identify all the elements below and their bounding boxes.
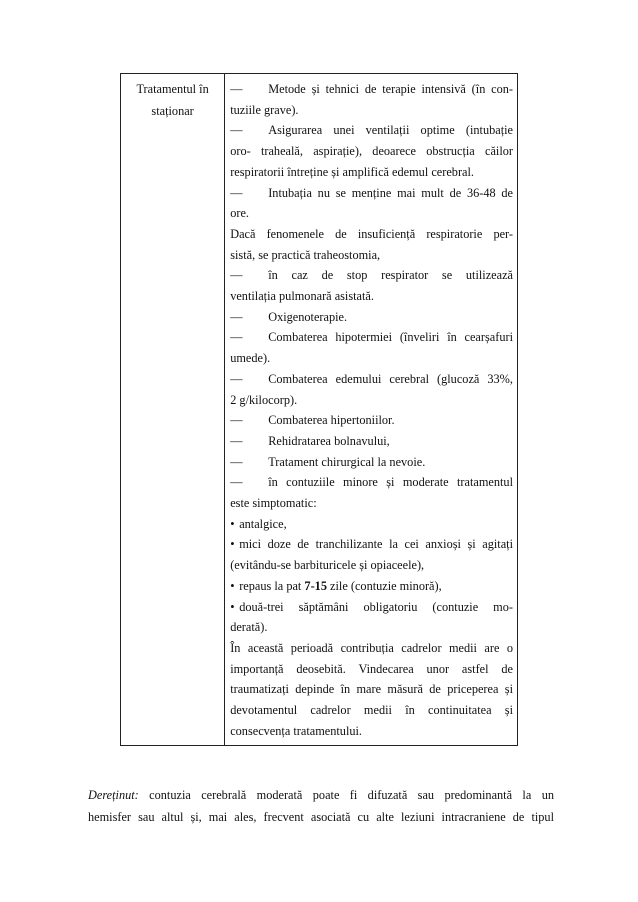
line-text: 2 g/kilocorp). (230, 392, 298, 407)
dash-marker: — (230, 309, 243, 324)
line-text: Metode și tehnici de terapie intensivă (în con- (268, 82, 513, 96)
dash-marker: — (230, 413, 243, 428)
text-line (230, 534, 513, 555)
dash-marker: — (230, 433, 243, 448)
footer-label: Dereținut: (88, 788, 139, 802)
text-line (230, 162, 513, 183)
line-text: importanță deosebită. Vindecarea unor astfel de (230, 661, 513, 676)
line-text: derată). (230, 620, 268, 635)
text-line (230, 617, 513, 638)
text-line (230, 493, 513, 514)
text-line (230, 245, 513, 266)
line-text: oro- traheală, aspirație), deoarece obstrucția căilor (230, 144, 513, 159)
text-line (230, 390, 513, 411)
dash-marker: — (230, 371, 243, 386)
line-text: este simptomatic: (230, 496, 317, 511)
text-line (230, 638, 513, 659)
dash-marker: — (230, 475, 243, 490)
line-text: consecvența tratamentului. (230, 723, 362, 738)
line-text: În această perioadă contribuția cadrelor medii are o (230, 640, 513, 655)
text-line (230, 183, 513, 204)
text-line (230, 721, 513, 742)
text-line (230, 265, 513, 286)
text-line (230, 100, 513, 121)
line-text: tuziile grave). (230, 102, 299, 117)
text-line (230, 224, 513, 245)
text-line (230, 79, 513, 100)
line-text: Intubația nu se menține mai mult de 36-48 de (268, 185, 513, 200)
text-line (230, 431, 513, 452)
text-line (230, 472, 513, 493)
text-line (230, 307, 513, 328)
line-text: respiratorii întreține și amplifică edemul cerebral. (230, 164, 474, 179)
text-line (230, 327, 513, 348)
line-text: sistă, se practică traheostomia, (230, 247, 381, 262)
text-line (230, 286, 513, 307)
line-text: Tratament chirurgical la nevoie. (268, 454, 426, 469)
text-line (230, 576, 513, 597)
line-text: traumatizați depinde în mare măsură de priceperea și (230, 682, 513, 697)
heading-line: Tratamentul în (136, 82, 209, 96)
footer-line: hemisfer sau altul și, mai ales, frecvent asociată cu alte leziuni intracraniene de tipul (88, 810, 554, 824)
text-line (230, 555, 513, 576)
text-line (230, 369, 513, 390)
text-line (230, 514, 513, 535)
dash-marker: — (230, 330, 243, 345)
line-text: umede). (230, 351, 271, 366)
dash-marker: — (230, 454, 243, 469)
bold-value: 7-15 (304, 578, 327, 593)
table-row (121, 74, 518, 746)
line-text: Combaterea hipertoniilor. (268, 413, 395, 428)
footer-line (88, 784, 554, 806)
line-text: Combaterea hipotermiei (înveliri în cearșafuri (268, 330, 513, 345)
line-text: zile (contuzie minoră), (326, 578, 442, 593)
bullet-marker: • (230, 516, 235, 531)
line-text: (evitându-se barbituricele și opiaceele), (230, 558, 425, 573)
text-line (230, 452, 513, 473)
table-left-cell (121, 74, 225, 746)
text-line (230, 203, 513, 224)
bullet-marker: • (230, 599, 235, 614)
line-text: repaus la pat (239, 578, 305, 593)
line-text: în caz de stop respirator se utilizează (268, 268, 513, 283)
dash-marker: — (230, 123, 243, 138)
line-text: ventilația pulmonară asistată. (230, 289, 374, 304)
line-text: Asigurarea unei ventilații optime (intubație (268, 123, 513, 138)
heading-line: staționar (151, 104, 194, 118)
text-line (230, 659, 513, 680)
dash-marker: — (230, 268, 243, 283)
dash-marker: — (230, 82, 243, 96)
text-line (230, 700, 513, 721)
line-text: în contuziile minore și moderate tratamentul (268, 475, 513, 490)
section-heading (121, 74, 224, 122)
line-text: mici doze de tranchilizante la cei anxioși și agitați (239, 537, 513, 552)
bullet-marker: • (230, 537, 235, 552)
text-line (230, 679, 513, 700)
line-text: devotamentul cadrelor medii în continuitatea și (230, 703, 513, 718)
bullet-marker: • (230, 578, 235, 593)
table-right-cell (225, 74, 518, 746)
line-text: Oxigenoterapie. (268, 309, 348, 324)
text-line (230, 348, 513, 369)
line-text: Combaterea edemului cerebral (glucoză 33%, (268, 371, 513, 386)
text-line (230, 410, 513, 431)
line-text: două-trei săptămâni obligatoriu (contuzie mo- (239, 599, 513, 614)
line-text: ore. (230, 206, 249, 221)
footer-text: contuzia cerebrală moderată poate fi difuzată sau predominantă la un (149, 788, 554, 802)
line-text: Dacă fenomenele de insuficiență respiratorie per- (230, 226, 513, 241)
dash-marker: — (230, 185, 243, 200)
treatment-table (120, 73, 518, 746)
line-text: antalgice, (239, 516, 287, 531)
text-line (230, 141, 513, 162)
text-line (230, 120, 513, 141)
line-text: Rehidratarea bolnavului, (268, 433, 390, 448)
text-line (230, 597, 513, 618)
